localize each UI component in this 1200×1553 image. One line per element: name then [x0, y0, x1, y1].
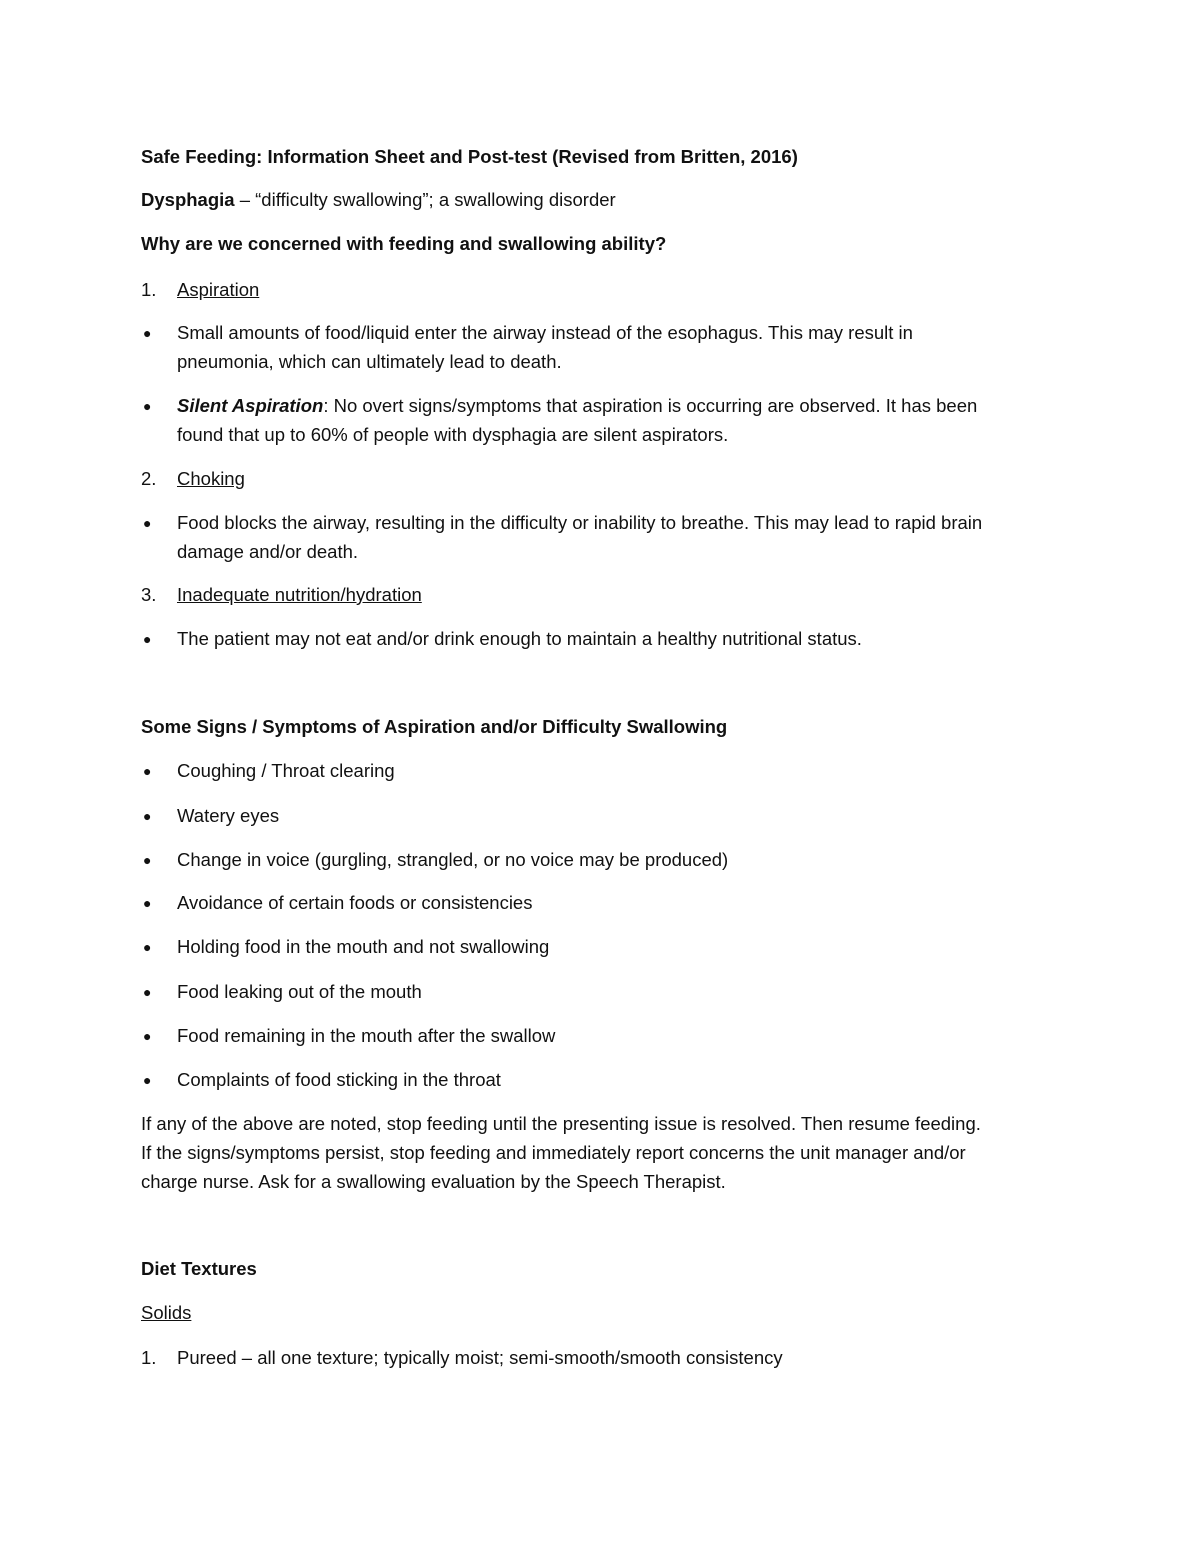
bullet-icon: ●	[143, 984, 152, 1000]
bullet-text-cont: : No overt signs/symptoms that aspiration is occurring are observed. It has been	[323, 395, 978, 416]
bullet-text	[177, 395, 977, 417]
concern-number: 3.	[141, 584, 157, 605]
bullet-text: Food blocks the airway, resulting in the difficulty or inability to breathe. This may lead to rapid brain	[177, 512, 983, 533]
bullet-text: The patient may not eat and/or drink enough to maintain a healthy nutritional status.	[177, 628, 862, 649]
solids-item: Pureed – all one texture; typically moist; semi-smooth/smooth consistency	[177, 1347, 783, 1368]
bullet-icon: ●	[143, 895, 152, 911]
bullet-icon: ●	[143, 515, 152, 531]
bullet-text: pneumonia, which can ultimately lead to death.	[177, 351, 562, 372]
solids-heading: Solids	[141, 1302, 192, 1323]
bullet-icon: ●	[143, 763, 152, 779]
bullet-icon: ●	[143, 631, 152, 647]
dysphagia-definition	[141, 189, 616, 211]
instruction-line: If any of the above are noted, stop feeding until the presenting issue is resolved. Then resume feeding.	[141, 1113, 981, 1134]
concern-number: 1.	[141, 279, 157, 300]
concern-label-nutrition: Inadequate nutrition/hydration	[177, 584, 422, 605]
sign-item: Complaints of food sticking in the throat	[177, 1069, 501, 1090]
bullet-text: Small amounts of food/liquid enter the airway instead of the esophagus. This may result in	[177, 322, 913, 343]
bullet-icon: ●	[143, 939, 152, 955]
sign-item: Change in voice (gurgling, strangled, or no voice may be produced)	[177, 849, 729, 870]
bullet-icon: ●	[143, 325, 152, 341]
concern-number: 2.	[141, 468, 157, 489]
bullet-icon: ●	[143, 852, 152, 868]
concern-label-choking: Choking	[177, 468, 245, 489]
concern-label-aspiration: Aspiration	[177, 279, 260, 300]
silent-aspiration-term: Silent Aspiration	[177, 395, 324, 416]
dysphagia-def-text: – “difficulty swallowing”; a swallowing disorder	[234, 189, 616, 210]
sign-item: Coughing / Throat clearing	[177, 760, 395, 781]
instruction-line: charge nurse. Ask for a swallowing evaluation by the Speech Therapist.	[141, 1171, 726, 1192]
sign-item: Holding food in the mouth and not swallowing	[177, 936, 550, 957]
bullet-text: damage and/or death.	[177, 541, 359, 562]
solids-number: 1.	[141, 1347, 157, 1368]
instruction-line: If the signs/symptoms persist, stop feeding and immediately report concerns the unit manager and/or	[141, 1142, 966, 1163]
sign-item: Food remaining in the mouth after the swallow	[177, 1025, 556, 1046]
sign-item: Watery eyes	[177, 805, 280, 826]
bullet-text: found that up to 60% of people with dysphagia are silent aspirators.	[177, 424, 729, 445]
bullet-icon: ●	[143, 808, 152, 824]
sign-item: Food leaking out of the mouth	[177, 981, 422, 1002]
signs-heading: Some Signs / Symptoms of Aspiration and/or Difficulty Swallowing	[141, 716, 728, 737]
bullet-icon: ●	[143, 1028, 152, 1044]
bullet-icon: ●	[143, 1072, 152, 1088]
document-title: Safe Feeding: Information Sheet and Post-test (Revised from Britten, 2016)	[141, 146, 798, 167]
diet-heading: Diet Textures	[141, 1258, 257, 1279]
bullet-icon: ●	[143, 398, 152, 414]
why-heading: Why are we concerned with feeding and swallowing ability?	[141, 233, 667, 254]
dysphagia-term: Dysphagia	[141, 189, 235, 210]
sign-item: Avoidance of certain foods or consistencies	[177, 892, 533, 913]
